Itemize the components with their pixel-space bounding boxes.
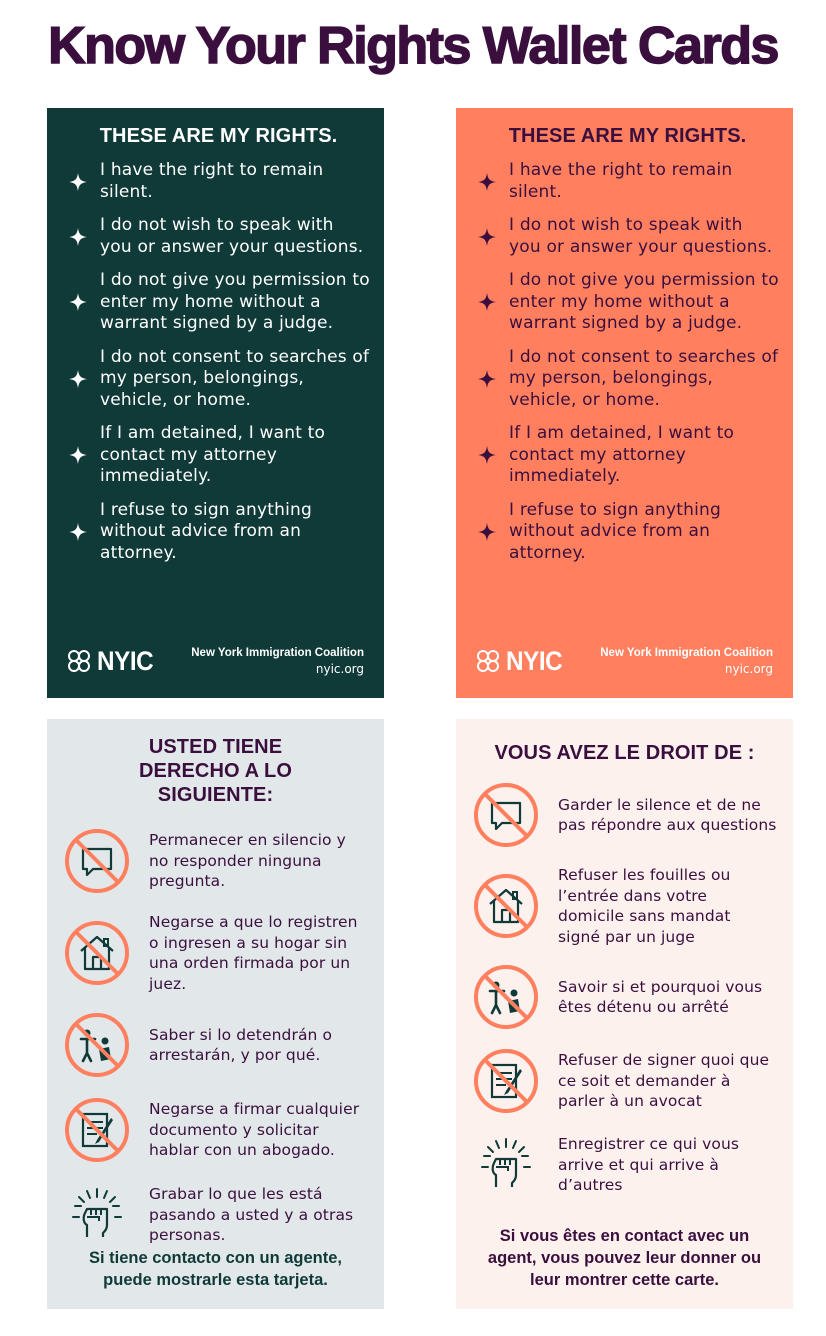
four-point-star-icon	[476, 521, 498, 543]
four-point-star-icon	[476, 444, 498, 466]
rights-card-orange	[456, 108, 793, 698]
four-point-star-icon	[476, 368, 498, 390]
list-item-text: Negarse a firmar cualquier documento y solicitar hablar con un abogado.	[149, 1100, 360, 1160]
no-speech-bubble-icon	[63, 827, 131, 895]
list-item-text: Permanecer en silencio y no responder ninguna pregunta.	[149, 831, 346, 891]
no-house-entry-icon	[472, 872, 540, 940]
no-arrest-icon	[63, 1011, 131, 1079]
org-name: New York Immigration Coalition	[600, 646, 773, 659]
list-item	[67, 215, 370, 258]
list-item	[476, 215, 779, 258]
org-info	[600, 646, 773, 677]
list-item	[67, 500, 370, 565]
no-signing-document-icon	[63, 1096, 131, 1164]
card-heading: THESE ARE MY RIGHTS.	[99, 125, 338, 147]
no-speech-bubble-icon	[472, 781, 540, 849]
list-item	[472, 781, 777, 849]
list-item	[67, 423, 370, 488]
nyic-logo	[474, 646, 569, 676]
list-item-text: Refuser de signer quoi que ce soit et demander à parler à un avocat	[558, 1051, 770, 1111]
list-item	[476, 423, 779, 488]
rights-list	[476, 160, 779, 576]
rights-card-green	[47, 108, 384, 698]
logo-text: NYIC	[97, 646, 154, 676]
four-point-star-icon	[67, 171, 89, 193]
card-heading: USTED TIENE DERECHO A LO SIGUIENTE:	[138, 736, 293, 806]
nyic-logo-icon	[474, 647, 502, 675]
raised-fist-icon	[63, 1181, 131, 1249]
list-item-text: I do not consent to searches of my person, belongings, vehicle, or home.	[509, 346, 779, 410]
list-item-text: Saber si lo detendrán o arrestarán, y por qué.	[149, 1025, 333, 1064]
no-house-entry-icon	[63, 919, 131, 987]
list-item	[63, 827, 368, 895]
nyic-logo	[65, 646, 160, 676]
card-note: Si vous êtes en contact avec un agent, vous pouvez leur donner ou leur montrer cette carte.	[487, 1227, 762, 1289]
list-item	[63, 1181, 368, 1249]
org-url: nyic.org	[315, 661, 364, 676]
four-point-star-icon	[67, 368, 89, 390]
card-heading: THESE ARE MY RIGHTS.	[508, 125, 747, 147]
list-item	[63, 912, 368, 994]
org-url: nyic.org	[724, 661, 773, 676]
four-point-star-icon	[67, 521, 89, 543]
rights-card-french	[456, 719, 793, 1309]
list-item-text: I refuse to sign anything without advice from an attorney.	[509, 499, 721, 563]
list-item	[476, 160, 779, 203]
list-item	[472, 963, 777, 1031]
list-item-text: I do not consent to searches of my person, belongings, vehicle, or home.	[100, 346, 370, 410]
four-point-star-icon	[67, 226, 89, 248]
card-note: Si tiene contacto con un agente, puede mostrarle esta tarjeta.	[88, 1249, 343, 1289]
logo-text: NYIC	[506, 646, 563, 676]
list-item	[472, 1131, 777, 1199]
four-point-star-icon	[476, 291, 498, 313]
card-footer	[65, 644, 364, 678]
org-info	[191, 646, 364, 677]
card-heading: VOUS AVEZ LE DROIT DE :	[494, 742, 755, 764]
list-item-text: If I am detained, I want to contact my attorney immediately.	[509, 423, 735, 486]
list-item	[67, 270, 370, 335]
four-point-star-icon	[476, 171, 498, 193]
list-item-text: Refuser les fouilles ou l’entrée dans votre domicile sans mandat signé par un juge	[558, 866, 731, 946]
list-item	[476, 270, 779, 335]
page-title: Know Your Rights Wallet Cards	[48, 17, 778, 75]
list-item	[476, 347, 779, 412]
list-item-text: I do not give you permission to enter my home without a warrant signed by a judge.	[509, 270, 779, 333]
four-point-star-icon	[476, 226, 498, 248]
info-list	[63, 827, 368, 1266]
list-item-text: Negarse a que lo registren o ingresen a su hogar sin una orden firmada por un juez.	[149, 913, 358, 993]
rights-card-spanish	[47, 719, 384, 1309]
list-item-text: I have the right to remain silent.	[100, 160, 324, 202]
list-item-text: Savoir si et pourquoi vous êtes détenu ou arrêté	[558, 977, 763, 1016]
raised-fist-icon	[472, 1131, 540, 1199]
list-item-text: I refuse to sign anything without advice from an attorney.	[100, 499, 312, 563]
nyic-logo-icon	[65, 647, 93, 675]
list-item-text: Garder le silence et de ne pas répondre aux questions	[558, 795, 777, 834]
list-item-text: Enregistrer ce qui vous arrive et qui arrive à d’autres	[558, 1135, 740, 1195]
list-item	[472, 1047, 777, 1115]
list-item	[63, 1011, 368, 1079]
four-point-star-icon	[67, 444, 89, 466]
org-name: New York Immigration Coalition	[191, 646, 364, 659]
list-item-text: Grabar lo que les está pasando a usted y a otras personas.	[149, 1185, 354, 1245]
list-item-text: I have the right to remain silent.	[509, 160, 733, 202]
list-item	[63, 1096, 368, 1164]
list-item-text: I do not wish to speak with you or answer your questions.	[100, 215, 364, 257]
list-item	[472, 865, 777, 947]
list-item-text: I do not wish to speak with you or answer your questions.	[509, 215, 773, 257]
rights-list	[67, 160, 370, 576]
no-arrest-icon	[472, 963, 540, 1031]
no-signing-document-icon	[472, 1047, 540, 1115]
list-item	[67, 347, 370, 412]
info-list	[472, 781, 777, 1216]
list-item	[476, 500, 779, 565]
list-item-text: I do not give you permission to enter my home without a warrant signed by a judge.	[100, 270, 370, 333]
card-footer	[474, 644, 773, 678]
four-point-star-icon	[67, 291, 89, 313]
list-item-text: If I am detained, I want to contact my attorney immediately.	[100, 423, 326, 486]
list-item	[67, 160, 370, 203]
